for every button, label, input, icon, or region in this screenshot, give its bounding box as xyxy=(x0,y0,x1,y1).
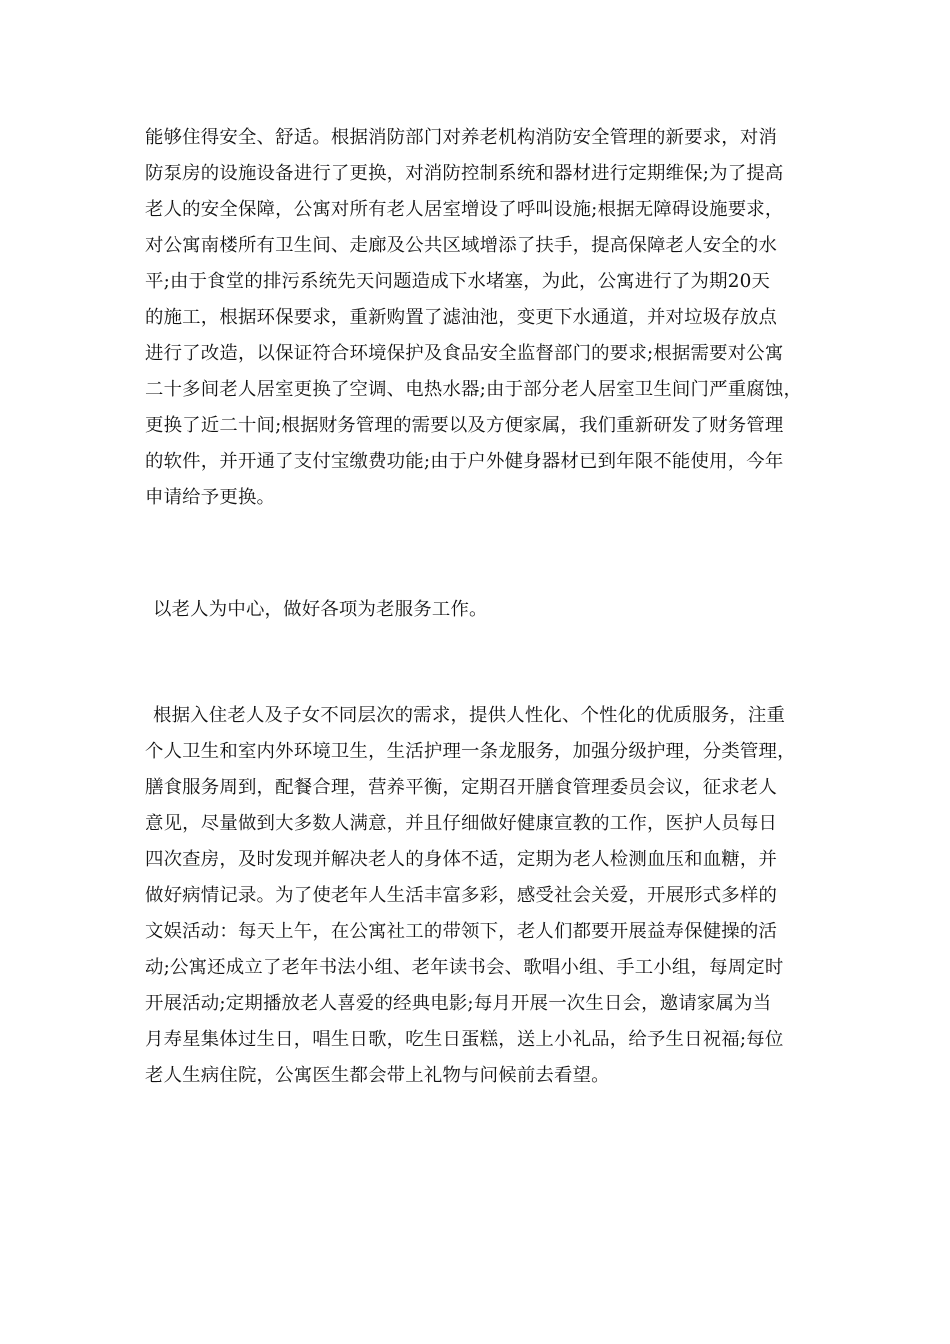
text-line: 对公寓南楼所有卫生间、走廊及公共区域增添了扶手，提高保障老人安全的水 xyxy=(145,235,778,256)
text-line: 老人的安全保障，公寓对所有老人居室增设了呼叫设施;根据无障碍设施要求， xyxy=(145,199,784,220)
text-line: 申请给予更换。 xyxy=(145,487,276,508)
text-line: 四次查房，及时发现并解决老人的身体不适，定期为老人检测血压和血糖，并 xyxy=(145,849,778,870)
paragraph-services xyxy=(145,698,835,1094)
text-line: 平;由于食堂的排污系统先天问题造成下水堵塞，为此，公寓进行了为期20天 xyxy=(145,271,771,292)
section-heading xyxy=(145,592,835,628)
text-line: 防泵房的设施设备进行了更换，对消防控制系统和器材进行定期维保;为了提高 xyxy=(145,163,784,184)
text-line: 老人生病住院，公寓医生都会带上礼物与问候前去看望。 xyxy=(145,1065,610,1086)
text-line: 的施工，根据环保要求，重新购置了滤油池，变更下水通道，并对垃圾存放点 xyxy=(145,307,778,328)
text-line: 开展活动;定期播放老人喜爱的经典电影;每月开展一次生日会，邀请家属为当 xyxy=(145,993,772,1014)
text-line: 进行了改造，以保证符合环境保护及食品安全监督部门的要求;根据需要对公寓 xyxy=(145,343,784,364)
text-line: 动;公寓还成立了老年书法小组、老年读书会、歌唱小组、手工小组，每周定时 xyxy=(145,957,784,978)
text-line: 意见，尽量做到大多数人满意，并且仔细做好健康宣教的工作，医护人员每日 xyxy=(145,813,778,834)
text-line: 更换了近二十间;根据财务管理的需要以及方便家属，我们重新研发了财务管理 xyxy=(145,415,784,436)
text-line: 的软件，并开通了支付宝缴费功能;由于户外健身器材已到年限不能使用，今年 xyxy=(145,451,784,472)
text-line: 做好病情记录。为了使老年人生活丰富多彩，感受社会关爱，开展形式多样的 xyxy=(145,885,778,906)
text-line: 二十多间老人居室更换了空调、电热水器;由于部分老人居室卫生间门严重腐蚀， xyxy=(145,379,803,400)
text-line: 个人卫生和室内外环境卫生，生活护理一条龙服务，加强分级护理，分类管理， xyxy=(145,741,796,762)
paragraph-facilities xyxy=(145,120,835,516)
text-line: 月寿星集体过生日，唱生日歌，吃生日蛋糕，送上小礼品，给予生日祝福;每位 xyxy=(145,1029,784,1050)
text-line: 膳食服务周到，配餐合理，营养平衡，定期召开膳食管理委员会议，征求老人 xyxy=(145,777,778,798)
text-line: 根据入住老人及子女不同层次的需求，提供人性化、个性化的优质服务，注重 xyxy=(153,705,786,726)
text-line: 文娱活动：每天上午，在公寓社工的带领下，老人们都要开展益寿保健操的活 xyxy=(145,921,778,942)
heading-line: 以老人为中心，做好各项为老服务工作。 xyxy=(153,599,488,620)
text-line: 能够住得安全、舒适。根据消防部门对养老机构消防安全管理的新要求，对消 xyxy=(145,127,778,148)
